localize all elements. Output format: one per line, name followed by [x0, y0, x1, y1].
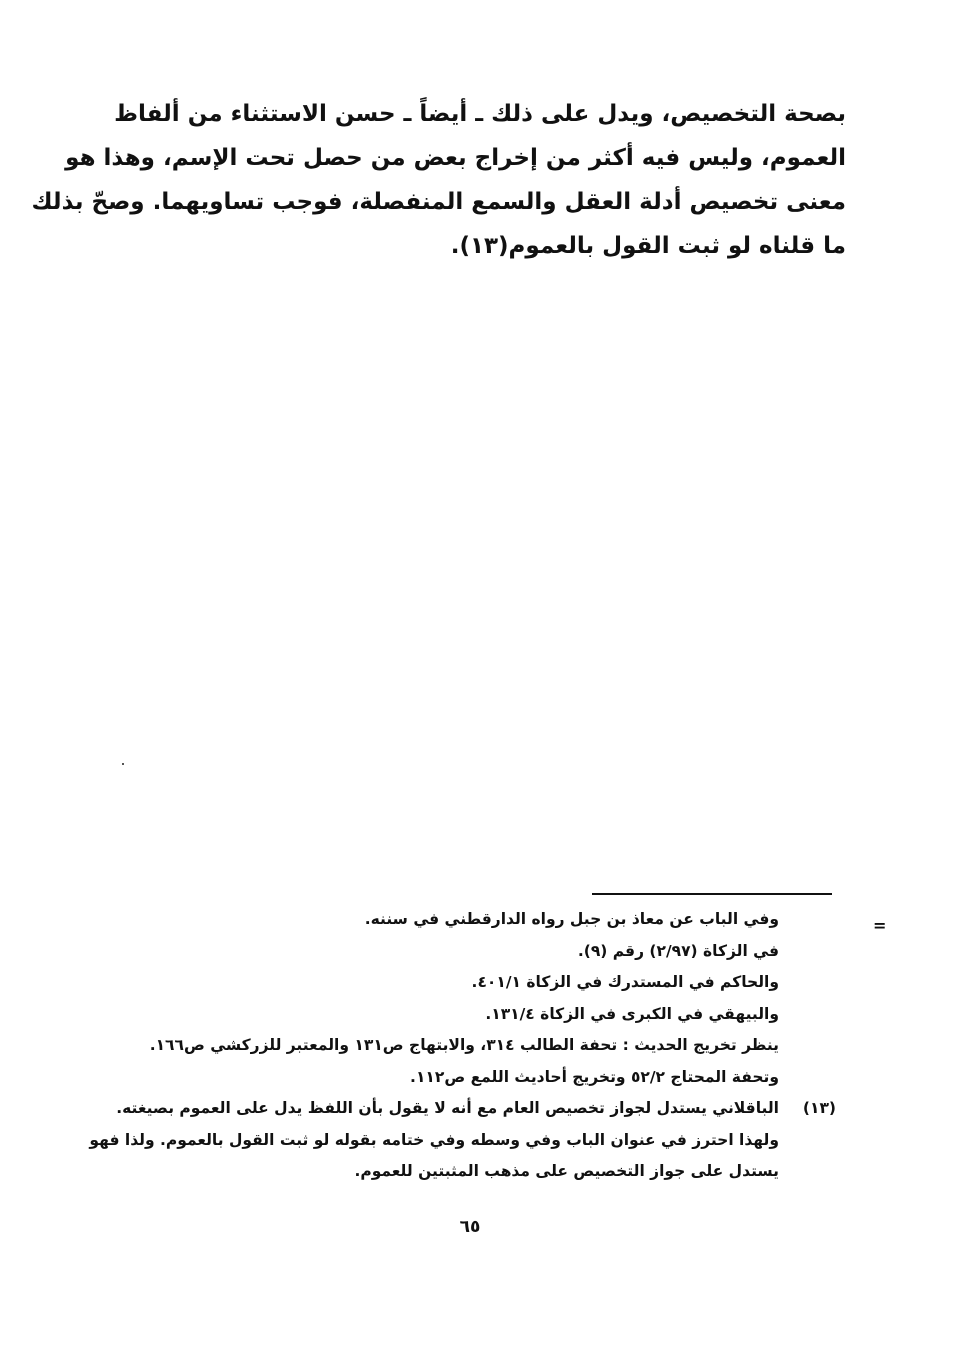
body-line: بصحة التخصيص، ويدل على ذلك ـ أيضاً ـ حسن الاستثناء من ألفاظ [114, 101, 846, 127]
footnote-line: وتحفة المحتاج ٥٢/٢ وتخريج أحاديث اللمع ص١١٢. [410, 1067, 779, 1086]
footnote-line: في الزكاة (٢/٩٧) رقم (٩). [577, 941, 779, 960]
footnote-divider [592, 893, 832, 895]
continuation-mark: = [873, 916, 887, 935]
footnote-13-first-line [114, 1093, 836, 1125]
footnote-line: يستدل على جواز التخصيص على مذهب المثبتين للعموم. [354, 1162, 779, 1180]
scan-speck [122, 763, 124, 765]
footnote-line: والحاكم في المستدرك في الزكاة ٤٠١/١. [471, 973, 779, 991]
footnote-line: ولهذا احترز في عنوان الباب وفي وسطه وفي ختامه بقوله لو ثبت القول بالعموم. ولذا فهو [89, 1130, 779, 1149]
footnote-line: والبيهقي في الكبرى في الزكاة ١٣١/٤. [485, 1004, 779, 1023]
footnotes [89, 904, 854, 1188]
footnote-line: ينظر تخريج الحديث : تحفة الطالب ٣١٤، والابتهاج ص١٣١ والمعتبر للزركشي ص١٦٦. [149, 1036, 779, 1054]
page-number: ٦٥ [459, 1217, 481, 1237]
body-line: العموم، وليس فيه أكثر من إخراج بعض من حصل تحت الإسم، وهذا هو [65, 145, 846, 171]
body-line: معنى تخصيص أدلة العقل والسمع المنفصلة، فوجب تساويهما. وصحّ بذلك [31, 189, 846, 215]
body-line: ما قلناه لو ثبت القول بالعموم(١٣). [450, 233, 846, 259]
footnote-number: (١٣) [802, 1099, 836, 1117]
footnote-line: وفي الباب عن معاذ بن جبل رواه الدارقطني في سننه. [364, 910, 779, 928]
footnote-13-text: الباقلاني يستدل لجواز تخصيص العام مع أنه لا يقول بأن اللفظ يدل على العموم بصيغته. [116, 1099, 779, 1117]
main-body-text [31, 92, 846, 268]
